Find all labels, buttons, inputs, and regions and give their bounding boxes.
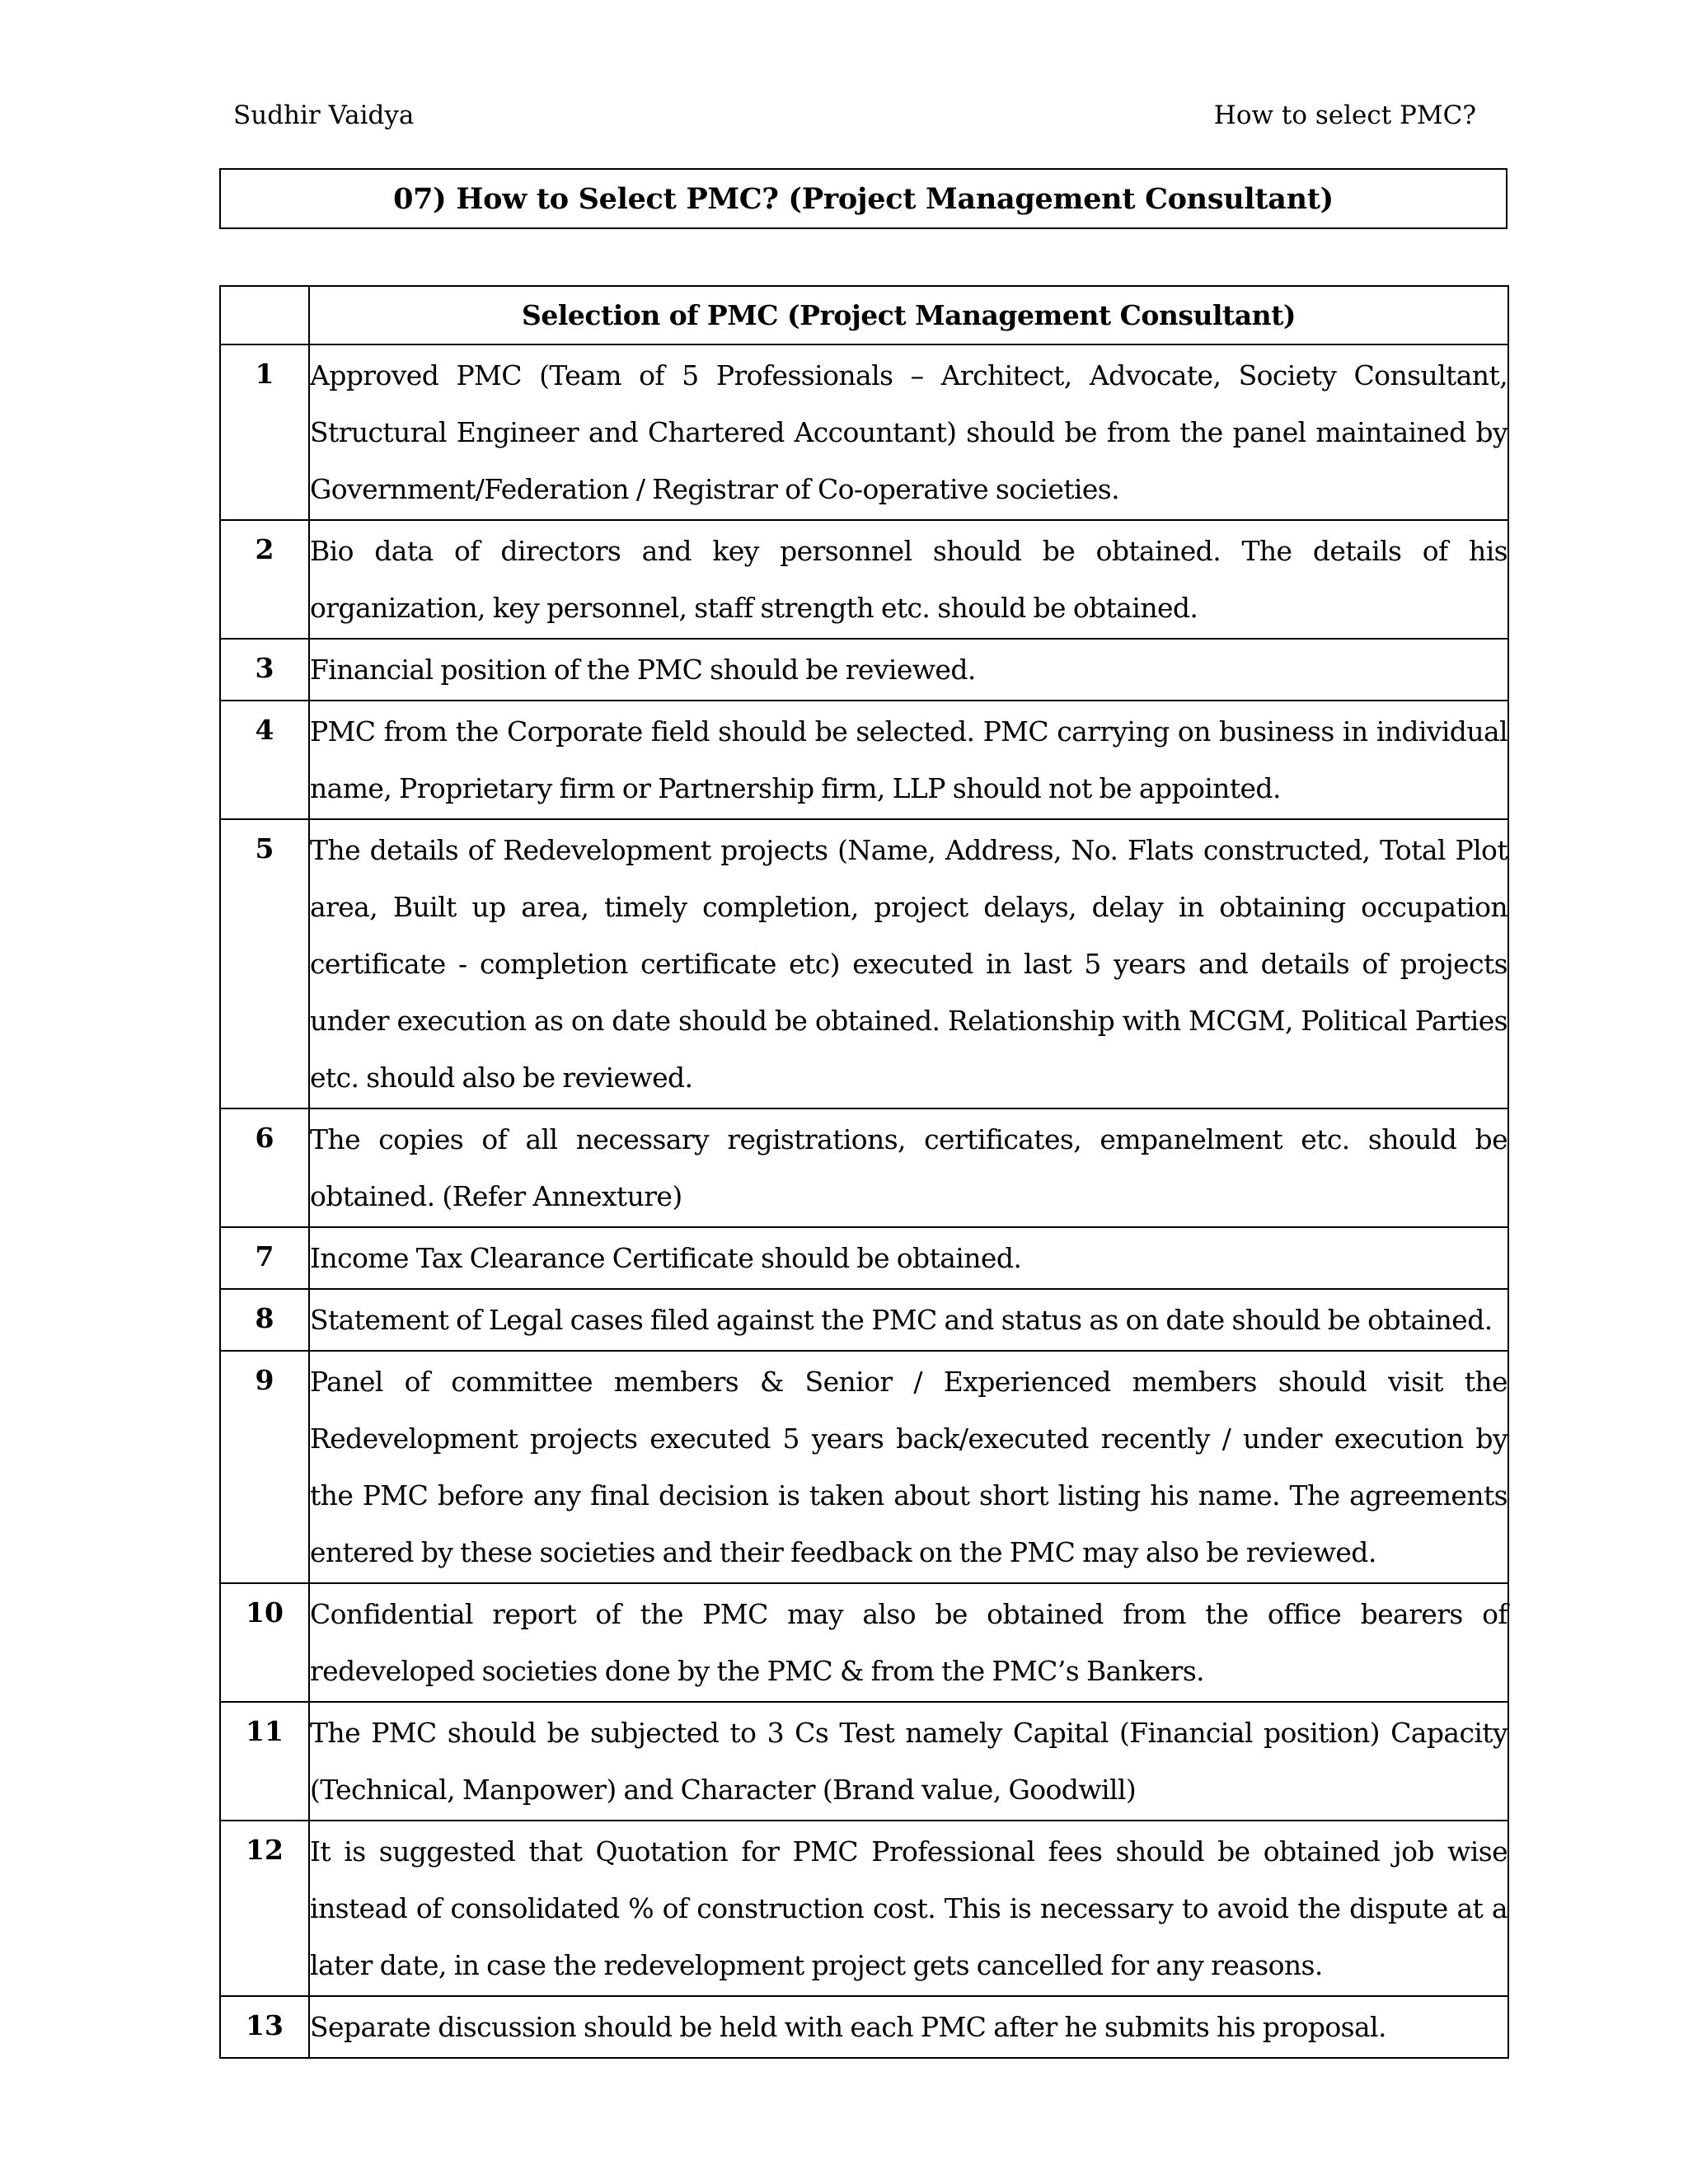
row-text-content: PMC from the Corporate field should be selected. PMC carrying on business in individual name, Proprietary firm or Partnership firm, LLP should not be appointed.	[310, 715, 1507, 804]
row-text	[309, 1702, 1508, 1821]
row-text	[309, 344, 1508, 520]
row-number: 1	[220, 344, 309, 520]
table-row	[220, 1227, 1508, 1289]
row-number: 2	[220, 520, 309, 639]
row-number: 3	[220, 639, 309, 701]
row-number: 9	[220, 1351, 309, 1583]
row-number: 10	[220, 1583, 309, 1702]
row-text-content: The details of Redevelopment projects (Name, Address, No. Flats constructed, Total Plot area, Built up area, timely completion, project delays, delay in obtaining occupation certificate - completion certificate etc) executed in last 5 years and details of projects under execution as on date should be obtained. Relationship with MCGM, Political Parties etc. should also be reviewed.	[310, 834, 1507, 1094]
row-text-content: Statement of Legal cases filed against the PMC and status as on date should be obtained.	[310, 1304, 1493, 1336]
row-number: 12	[220, 1821, 309, 1996]
row-text	[309, 1108, 1508, 1227]
row-text	[309, 1289, 1508, 1351]
table-row	[220, 1996, 1508, 2058]
table-row	[220, 1821, 1508, 1996]
row-number: 8	[220, 1289, 309, 1351]
row-number: 4	[220, 701, 309, 819]
page-header	[233, 99, 1476, 132]
row-text	[309, 1821, 1508, 1996]
row-number: 11	[220, 1702, 309, 1821]
row-text-content: The copies of all necessary registrations, certificates, empanelment etc. should be obtained. (Refer Annexture)	[310, 1123, 1507, 1212]
row-number: 13	[220, 1996, 309, 2058]
document-title: 07) How to Select PMC? (Project Management Consultant)	[393, 181, 1334, 216]
row-text-content: Confidential report of the PMC may also be obtained from the office bearers of redeveloped societies done by the PMC & from the PMC’s Bankers.	[310, 1598, 1507, 1687]
table-row	[220, 1108, 1508, 1227]
row-text	[309, 1227, 1508, 1289]
table-row	[220, 344, 1508, 520]
table-row	[220, 1583, 1508, 1702]
row-text	[309, 520, 1508, 639]
table-row	[220, 1702, 1508, 1821]
row-text-content: Separate discussion should be held with each PMC after he submits his proposal.	[310, 2011, 1386, 2043]
row-text	[309, 819, 1508, 1108]
table-row	[220, 1289, 1508, 1351]
row-text	[309, 1351, 1508, 1583]
row-text-content: Financial position of the PMC should be reviewed.	[310, 654, 976, 686]
row-text-content: The PMC should be subjected to 3 Cs Test namely Capital (Financial position) Capacity (Technical, Manpower) and Character (Brand value, Goodwill)	[310, 1717, 1507, 1806]
table-heading: Selection of PMC (Project Management Consultant)	[309, 286, 1508, 344]
table-header-row	[220, 286, 1508, 344]
running-title: How to select PMC?	[1213, 101, 1476, 130]
row-text-content: It is suggested that Quotation for PMC Professional fees should be obtained job wise instead of consolidated % of construction cost. This is necessary to avoid the dispute at a later date, in case the redevelopment project gets cancelled for any reasons.	[310, 1835, 1507, 1981]
row-text	[309, 701, 1508, 819]
table-header-number-cell	[220, 286, 309, 344]
row-number: 7	[220, 1227, 309, 1289]
row-text-content: Approved PMC (Team of 5 Professionals – Architect, Advocate, Society Consultant, Structural Engineer and Chartered Accountant) should be from the panel maintained by Government/Federation / Registrar of Co-operative societies.	[310, 359, 1507, 505]
table-row	[220, 639, 1508, 701]
row-text	[309, 1996, 1508, 2058]
table-row	[220, 701, 1508, 819]
row-text	[309, 1583, 1508, 1702]
row-text	[309, 639, 1508, 701]
row-number: 6	[220, 1108, 309, 1227]
row-text-content: Panel of committee members & Senior / Experienced members should visit the Redevelopment projects executed 5 years back/executed recently / under execution by the PMC before any final decision is taken about short listing his name. The agreements entered by these societies and their feedback on the PMC may also be reviewed.	[310, 1366, 1507, 1568]
table-row	[220, 520, 1508, 639]
table-row	[220, 1351, 1508, 1583]
row-number: 5	[220, 819, 309, 1108]
author-name: Sudhir Vaidya	[233, 101, 415, 130]
table-row	[220, 819, 1508, 1108]
document-title-box	[219, 168, 1507, 229]
row-text-content: Income Tax Clearance Certificate should be obtained.	[310, 1242, 1022, 1274]
row-text-content: Bio data of directors and key personnel should be obtained. The details of his organization, key personnel, staff strength etc. should be obtained.	[310, 535, 1507, 624]
selection-table	[219, 285, 1509, 2059]
